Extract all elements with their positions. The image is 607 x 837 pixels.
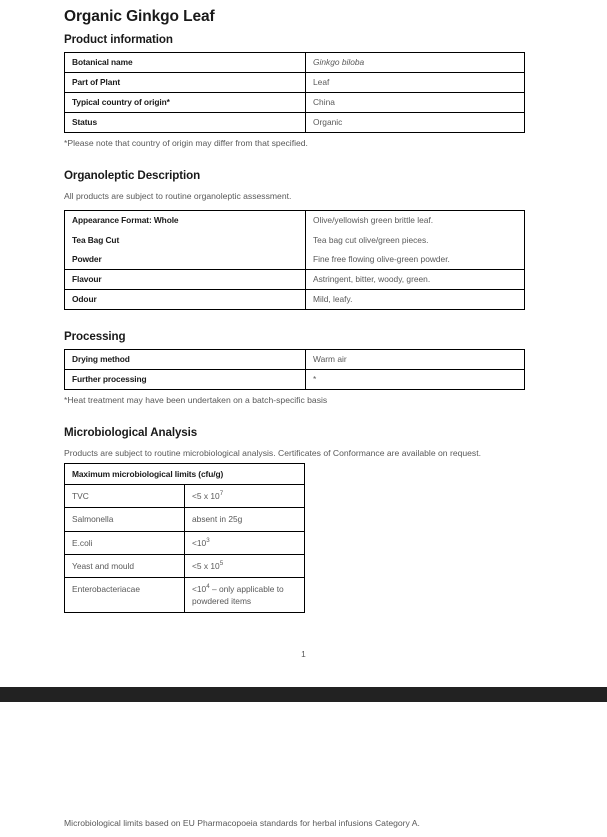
organoleptic-appearance-values — [306, 210, 525, 270]
page-number: 1 — [301, 649, 306, 659]
processing-value-further-processing: * — [306, 370, 525, 390]
product-info-label-part-of-plant: Part of Plant — [65, 72, 306, 92]
processing-footnote: *Heat treatment may have been undertaken on a batch-specific basis — [64, 395, 328, 406]
product-info-label-botanical-name: Botanical name — [65, 53, 306, 73]
product-info-value-botanical-name: Ginkgo biloba — [306, 53, 525, 73]
section-heading-organoleptic-description: Organoleptic Description — [64, 169, 201, 183]
processing-label-further-processing: Further processing — [65, 370, 306, 390]
table-row — [65, 53, 525, 73]
organoleptic-label-powder: Powder — [72, 254, 102, 265]
microbiological-limits-table — [64, 463, 305, 613]
superscript: 4 — [206, 583, 210, 591]
superscript: 5 — [219, 559, 224, 567]
table-row — [65, 210, 525, 270]
table-row — [65, 531, 305, 554]
page-title: Organic Ginkgo Leaf — [64, 8, 215, 25]
microbiological-organism-ecoli: E.coli — [65, 531, 185, 554]
table-row — [65, 270, 525, 290]
product-info-label-status: Status — [65, 112, 306, 132]
superscript: 7 — [219, 490, 224, 498]
microbiological-organism-yeast-and-mould: Yeast and mould — [65, 554, 185, 577]
superscript: 3 — [206, 536, 210, 544]
product-info-label-country-of-origin: Typical country of origin* — [65, 92, 306, 112]
processing-label-drying-method: Drying method — [65, 350, 306, 370]
product-info-value-status: Organic — [306, 112, 525, 132]
organoleptic-label-tea-bag-cut: Tea Bag Cut — [72, 234, 120, 245]
table-row — [65, 290, 525, 310]
table-row — [65, 112, 525, 132]
processing-table — [64, 349, 525, 390]
product-info-value-country-of-origin: China — [306, 92, 525, 112]
microbiological-organism-enterobacteriacae: Enterobacteriacae — [65, 577, 185, 612]
section-heading-product-information: Product information — [64, 33, 173, 46]
microbiological-organism-salmonella: Salmonella — [65, 508, 185, 531]
table-row — [65, 72, 525, 92]
product-information-footnote: *Please note that country of origin may differ from that specified. — [64, 137, 308, 148]
organoleptic-table — [64, 210, 525, 311]
microbiological-organism-tvc: TVC — [65, 485, 185, 508]
organoleptic-value-tea-bag-cut: Tea bag cut olive/green pieces. — [313, 234, 429, 245]
section-heading-microbiological-analysis: Microbiological Analysis — [64, 426, 198, 440]
organoleptic-appearance-labels — [65, 210, 306, 270]
table-row — [65, 464, 305, 485]
page-two-footnote: Microbiological limits based on EU Pharmacopoeia standards for herbal infusions Category A. — [64, 818, 420, 828]
microbiological-limit-enterobacteriacae: $<10^4$ – only applicable to powdered items — [185, 577, 305, 612]
organoleptic-value-appearance-whole: Olive/yellowish green brittle leaf. — [313, 214, 434, 225]
document-page-two — [0, 702, 607, 837]
microbiological-limit-yeast-and-mould: <5 x $10^5$ — [185, 554, 305, 577]
microbiological-limit-ecoli: $<10^3$ — [185, 531, 305, 554]
table-row — [65, 577, 305, 612]
organoleptic-value-flavour: Astringent, bitter, woody, green. — [306, 270, 525, 290]
product-info-value-part-of-plant: Leaf — [306, 72, 525, 92]
organoleptic-label-odour: Odour — [65, 290, 306, 310]
table-row — [65, 508, 305, 531]
section-heading-processing: Processing — [64, 330, 126, 344]
table-row — [65, 370, 525, 390]
microbiological-intro: Products are subject to routine microbiological analysis. Certificates of Conformance are available on request. — [64, 448, 482, 459]
organoleptic-value-odour: Mild, leafy. — [306, 290, 525, 310]
microbiological-table-header: Maximum microbiological limits (cfu/g) — [65, 464, 305, 485]
page-break-separator — [0, 687, 607, 702]
microbiological-limit-tvc: <5 x $10^7$ — [185, 485, 305, 508]
organoleptic-intro: All products are subject to routine organoleptic assessment. — [64, 191, 292, 202]
organoleptic-label-appearance-whole: Appearance Format: Whole — [72, 214, 179, 225]
product-information-table — [64, 52, 525, 133]
table-row — [65, 92, 525, 112]
table-row — [65, 350, 525, 370]
table-row — [65, 485, 305, 508]
microbiological-limit-salmonella: absent in 25g — [185, 508, 305, 531]
processing-value-drying-method: Warm air — [306, 350, 525, 370]
organoleptic-label-flavour: Flavour — [65, 270, 306, 290]
table-row — [65, 554, 305, 577]
organoleptic-value-powder: Fine free flowing olive-green powder. — [313, 254, 450, 265]
page-one-content — [64, 0, 525, 613]
